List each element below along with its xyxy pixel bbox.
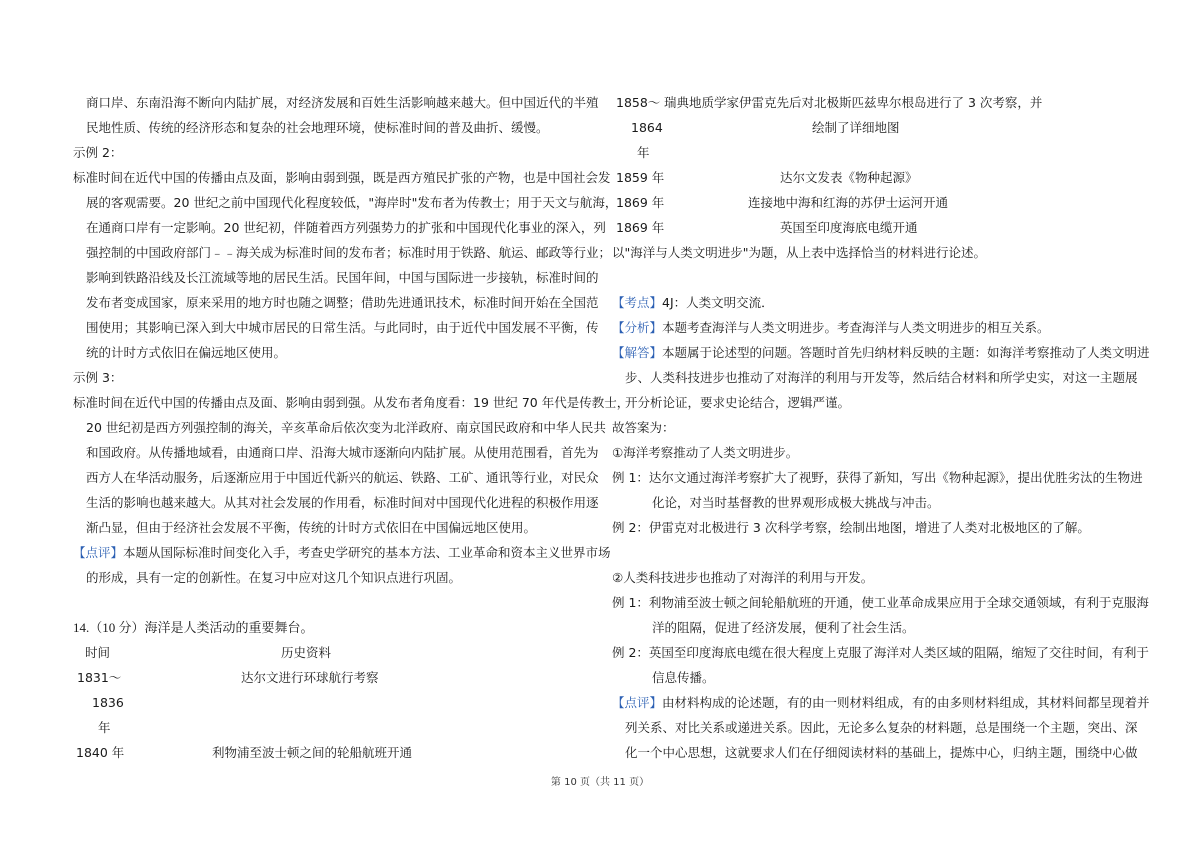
history-table-right [612,90,1132,240]
dianping-tag: 【点评】 [612,695,663,710]
page-footer: 第 10 页（共 11 页） [550,777,650,788]
question-prompt: 以"海洋与人类文明进步"为题，从上表中选择恰当的材料进行论述。 [612,245,987,260]
review-paragraph [73,540,611,565]
answer-point: ②人类科技进步也推动了对海洋的利用与开发。 [612,570,874,585]
header-data: 历史资料 [281,645,332,660]
text-line: 列关系、对比关系或递进关系。因此，无论多么复杂的材料题，总是围绕一个主题，突出、深 [625,720,1138,735]
row-data: 达尔文发表《物种起源》 [780,170,918,185]
row-data: 达尔文进行环球航行考察 [241,670,379,685]
text-line: 开分析论证，要求史论结合，逻辑严谨。 [625,395,851,410]
text-line: 商口岸、东南沿海不断向内陆扩展，对经济发展和百姓生活影响越来越大。但中国近代的半殖 [86,95,599,110]
answer-point: ①海洋考察推动了人类文明进步。 [612,445,799,460]
text-line: 步、人类科技进步也推动了对海洋的利用与开发等，然后结合材料和所学史实，对这一主题展 [625,370,1138,385]
table-row [73,665,591,690]
fenxi-paragraph [612,315,1132,340]
example-heading: 示例 3： [73,370,123,385]
fenxi-text: 本题考查海洋与人类文明进步。考查海洋与人类文明进步的相互关系。 [662,320,1050,335]
table-row [612,215,1132,240]
question-14: 14.（10 分）海洋是人类活动的重要舞台。 [73,620,314,635]
table-row [73,740,591,765]
history-table-left [73,640,591,765]
text-line: 20 世纪初是西方列强控制的海关，辛亥革命后依次变为北洋政府、南京国民政府和中华人民共 [86,420,606,435]
table-row [612,140,1132,165]
answer-example: 例 2：英国至印度海底电缆在很大程度上克服了海洋对人类区域的阻隔，缩短了交往时间，有利于 [612,645,1149,660]
table-row [612,190,1132,215]
jieda-text: 本题属于论述型的问题。答题时首先归纳材料反映的主题：如海洋考察推动了人类文明进 [662,345,1150,360]
review-text: 本题从国际标准时间变化入手，考查史学研究的基本方法、工业革命和资本主义世界市场 [123,545,611,560]
dianping-paragraph [612,690,1150,715]
text-line: 渐凸显，但由于经济社会发展不平衡，传统的计时方式依旧在中国偏远地区使用。 [86,520,537,535]
text-line: 发布者变成国家，原来采用的地方时也随之调整；借助先进通讯技术，标准时间开始在全国范 [86,295,599,310]
row-time: 1831～ [77,670,122,685]
right-column [612,90,1150,765]
answer-example: 例 1：利物浦至波士顿之间轮船航班的开通，使工业革命成果应用于全球交通领域，有利于克服海 [612,595,1149,610]
answer-example: 例 1：达尔文通过海洋考察扩大了视野，获得了新知，写出《物种起源》，提出优胜劣汰的生物进 [612,470,1143,485]
row-time: 1840 年 [76,745,125,760]
text-line: 统的计时方式依旧在偏远地区使用。 [86,345,287,360]
answer-example: 例 2：伊雷克对北极进行 3 次科学考察，绘制出地图，增进了人类对北极地区的了解。 [612,520,1090,535]
header-time: 时间 [85,645,111,660]
row-time: 1836 [92,695,124,710]
text-line: 影响到铁路沿线及长江流域等地的居民生活。民国年间，中国与国际进一步接轨，标准时间的 [86,270,599,285]
kaodian-tag: 【考点】 [612,295,663,310]
text-line: 标准时间在近代中国的传播由点及面，影响由弱到强，既是西方殖民扩张的产物，也是中国社会发 [73,170,611,185]
text-line: 标准时间在近代中国的传播由点及面、影响由弱到强。从发布者角度看：19 世纪 70 年代是传教士， [73,395,630,410]
row-time: 年 [98,720,111,735]
example-heading: 示例 2： [73,145,123,160]
text-line: 展的客观需要。20 世纪之前中国现代化程度较低，"海岸时"发布者为传教士；用于天文与航海， [86,195,618,210]
left-column [73,90,630,765]
table-row [73,715,591,740]
row-data: 瑞典地质学家伊雷克先后对北极斯匹兹卑尔根岛进行了 3 次考察，并 [664,95,1043,110]
row-data: 英国至印度海底电缆开通 [780,220,918,235]
jieda-tag: 【解答】 [612,345,663,360]
row-data: 绘制了详细地图 [812,120,900,135]
text-line: 西方人在华活动服务，后逐渐应用于中国近代新兴的航运、铁路、工矿、通讯等行业，对民众 [86,470,599,485]
row-time: 1869 年 [616,220,665,235]
table-row [73,690,591,715]
text-line: 在通商口岸有一定影响。20 世纪初，伴随着西方列强势力的扩张和中国现代化事业的深入，列 [86,220,606,235]
row-time: 1858～ [616,95,661,110]
table-row [612,90,1132,115]
text-line: 生活的影响也越来越大。从其对社会发展的作用看，标准时间对中国现代化进程的积极作用逐 [86,495,599,510]
text-line: 化一个中心思想，这就要求人们在仔细阅读材料的基础上，提炼中心，归纳主题，围绕中心做 [625,745,1138,760]
kaodian-paragraph [612,290,1132,315]
kaodian-text: 4J：人类文明交流． [662,295,774,310]
row-time: 1859 年 [616,170,665,185]
table-row [612,115,1132,140]
text-line: 信息传播。 [652,670,715,685]
row-time: 1864 [631,120,663,135]
text-line: 围使用；其影响已深入到大中城市居民的日常生活。与此同时，由于近代中国发展不平衡，传 [86,320,599,335]
fenxi-tag: 【分析】 [612,320,663,335]
text-line: 强控制的中国政府部门﹣﹣海关成为标准时间的发布者；标准时用于铁路、航运、邮政等行业； [86,245,612,260]
row-data: 连接地中海和红海的苏伊士运河开通 [748,195,949,210]
text-line: 洋的阻隔，促进了经济发展，便利了社会生活。 [652,620,915,635]
row-time: 1869 年 [616,195,665,210]
row-data: 利物浦至波士顿之间的轮船航班开通 [212,745,413,760]
dianping-text: 由材料构成的论述题，有的由一则材料组成，有的由多则材料组成，其材料间都呈现着并 [662,695,1150,710]
text-line: 化论，对当时基督教的世界观形成极大挑战与冲击。 [652,495,940,510]
jieda-paragraph [612,340,1150,365]
text-line: 的形成，具有一定的创新性。在复习中应对这几个知识点进行巩固。 [86,570,462,585]
row-time: 年 [637,145,650,160]
text-line: 和国政府。从传播地域看，由通商口岸、沿海大城市逐渐向内陆扩展。从使用范围看，首先为 [86,445,599,460]
table-header [73,640,591,665]
review-tag: 【点评】 [73,545,124,560]
table-row [612,165,1132,190]
text-line: 民地性质、传统的经济形态和复杂的社会地理环境，使标准时间的普及曲折、缓慢。 [86,120,549,135]
answer-label: 故答案为： [612,420,675,435]
